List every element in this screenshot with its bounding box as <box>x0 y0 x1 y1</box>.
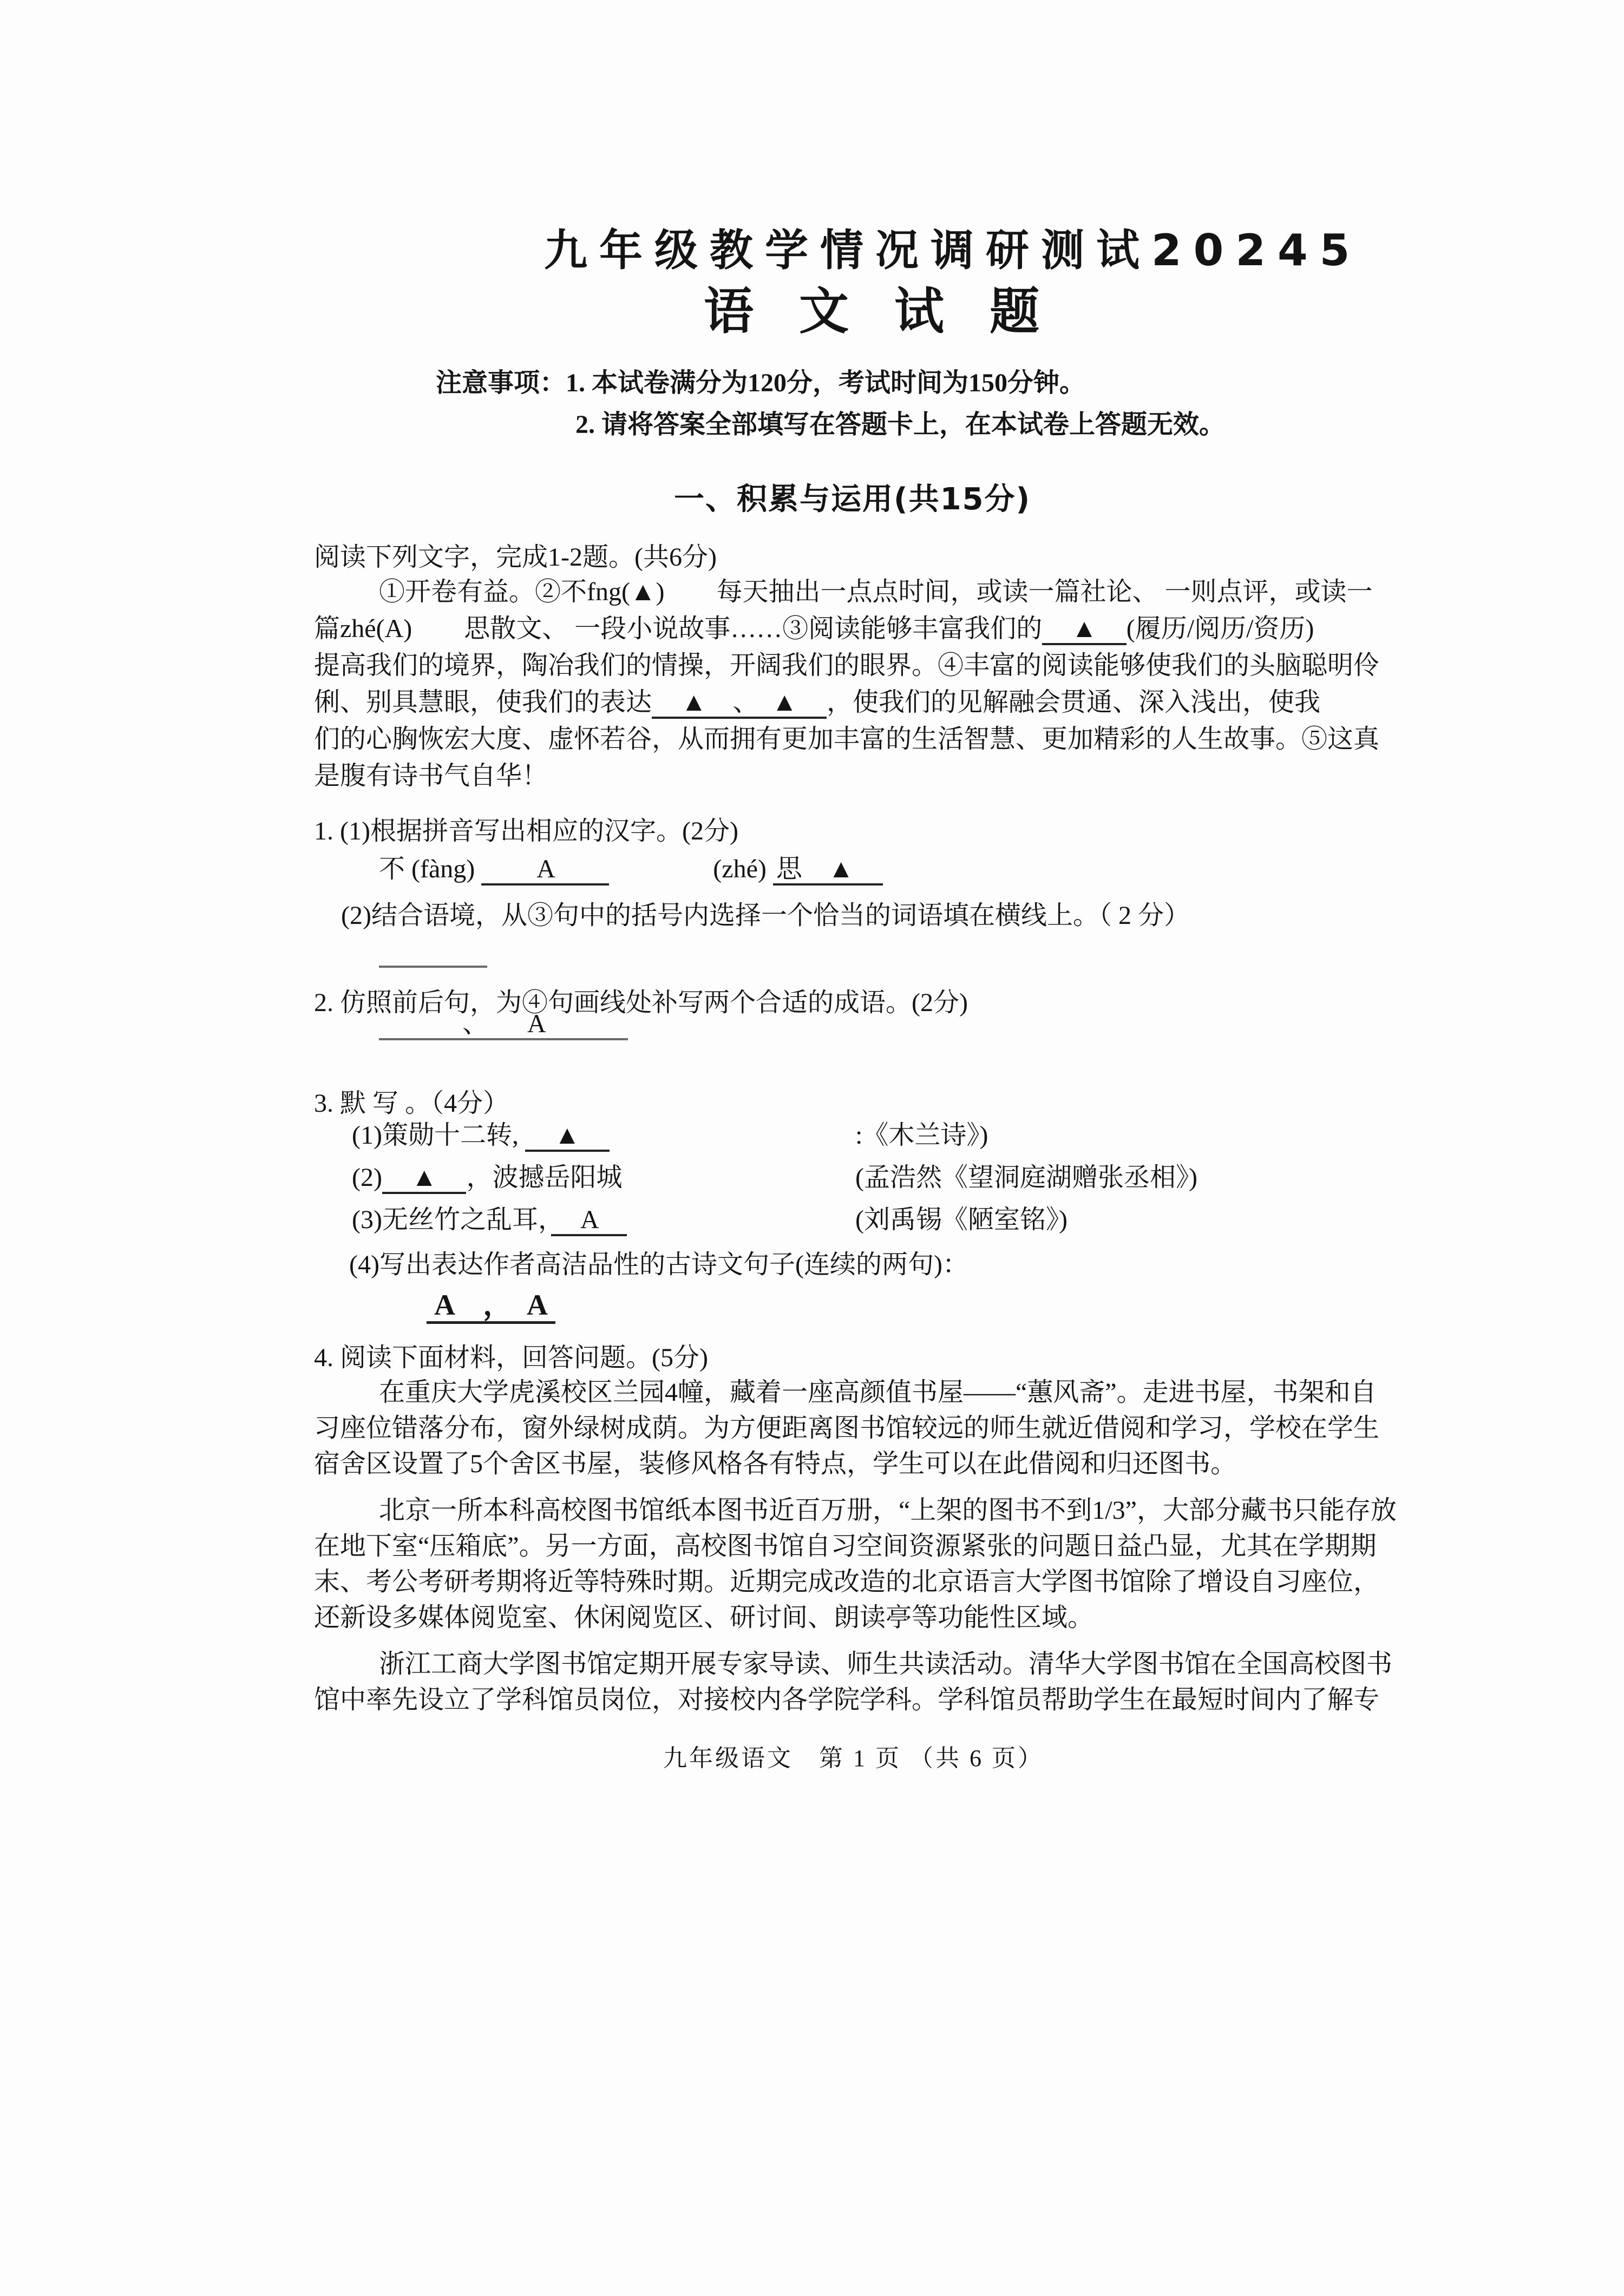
question-1-sub2: (2)结合语境，从③句中的括号内选择一个恰当的词语填在横线上。（ 2 分） <box>341 901 1190 930</box>
question-1-pinyin-line <box>379 848 883 885</box>
text-segment: (zhé) <box>609 855 773 883</box>
question-3-item-1-source: :《木兰诗》) <box>855 1121 988 1150</box>
question-3-item-1 <box>352 1114 1407 1151</box>
question-3-item-2-source: (孟浩然《望洞庭湖赠张丞相》) <box>855 1163 1197 1192</box>
text-line <box>314 574 1379 611</box>
text-line: 在地下室“压箱底”。另一方面，高校图书馆自习空间资源紧张的问题日益凸显，尤其在学期期 <box>314 1532 1377 1560</box>
text-segment: (1)策勋十二转, <box>352 1121 525 1150</box>
answer-blank-segment: A <box>481 855 609 885</box>
text-line <box>314 611 1379 647</box>
question-4-stem: 4. 阅读下面材料，回答问题。(5分) <box>314 1343 708 1372</box>
text-segment: ①开卷有益。②不fng(▲) 每天抽出一点点时间，或读一篇社论、 一则点评，或读一 <box>379 578 1373 606</box>
text-segment: (履历/阅历/资历) <box>1126 614 1314 643</box>
text-line <box>314 647 1379 684</box>
question-3-stem: 3. 默 写 。（4分） <box>314 1089 509 1118</box>
text-segment: 是腹有诗书气自华！ <box>314 762 548 790</box>
answer-blank-segment: ▲ <box>382 1163 467 1194</box>
text-line: 浙江工商大学图书馆定期开展专家导读、师生共读活动。清华大学图书馆在全国高校图书 <box>379 1650 1393 1678</box>
section-heading: 一、积累与运用(共15分) <box>674 482 1031 517</box>
question-2-answer-line <box>379 1002 628 1040</box>
question-3-item-4-answer <box>427 1282 555 1323</box>
text-segment: 不 (fàng) <box>379 855 482 883</box>
text-segment: 们的心胸恢宏大度、虚怀若谷，从而拥有更加丰富的生活智慧、更加精彩的人生故事。⑤这真 <box>314 725 1380 753</box>
passage-intro: 阅读下列文字，完成1-2题。(共6分) <box>314 543 717 572</box>
question-3-item-3-source: (刘禹锡《陋室铭》) <box>855 1205 1068 1234</box>
notice-label: 注意事项： <box>436 369 566 397</box>
text-line: 北京一所本科高校图书馆纸本图书近百万册，“上架的图书不到1/3”，大部分藏书只能存放 <box>379 1496 1397 1525</box>
text-line: 馆中率先设立了学科馆员岗位，对接校内各学院学科。学科馆员帮助学生在最短时间内了解专 <box>314 1685 1380 1714</box>
answer-blank-segment: 思 ▲ <box>773 855 883 885</box>
text-segment: 提高我们的境界，陶冶我们的情操，开阔我们的眼界。④丰富的阅读能够使我们的头脑聪明伶 <box>314 651 1380 680</box>
text-line: 还新设多媒体阅览室、休闲阅览区、研讨间、朗读亭等功能性区域。 <box>314 1603 1094 1632</box>
text-line: 末、考公考研考期将近等特殊时期。近期完成改造的北京语言大学图书馆除了增设自习座位， <box>314 1567 1380 1596</box>
question-3-item-4 <box>349 1243 968 1281</box>
question-3-item-1-left <box>352 1121 610 1152</box>
material-paragraph-1 <box>314 1375 1379 1482</box>
exam-subtitle: 语 文 试 题 <box>704 283 1054 340</box>
page-footer: 九年级语文 第 1 页 （共 6 页） <box>663 1745 1044 1772</box>
question-3-item-4-left <box>349 1250 968 1279</box>
answer-blank-segment: 、 A <box>379 1009 628 1040</box>
notice-item-1: 1. 本试卷满分为120分，考试时间为150分钟。 <box>566 369 1086 397</box>
text-segment: 俐、别具慧眼，使我们的表达 <box>314 688 652 717</box>
text-line: 习座位错落分布，窗外绿树成荫。为方便距离图书馆较远的师生就近借阅和学习，学校在学生 <box>314 1414 1380 1442</box>
text-line <box>314 684 1379 721</box>
text-segment: (2) <box>352 1163 382 1192</box>
answer-blank-segment: ▲ 、 ▲ <box>652 688 827 719</box>
notice-line-1 <box>436 362 1085 399</box>
answer-blank-segment: ▲ <box>1042 614 1127 645</box>
notice-line-2: 2. 请将答案全部填写在答题卡上，在本试卷上答题无效。 <box>575 410 1226 439</box>
question-1-stem: 1. (1)根据拼音写出相应的汉字。(2分) <box>314 817 738 845</box>
text-segment: (3)无丝竹之乱耳， <box>352 1205 551 1234</box>
text-segment: ，使我们的见解融会贯通、深入浅出，使我 <box>827 688 1321 717</box>
answer-blank-segment: A ， A <box>427 1289 555 1324</box>
text-line <box>314 721 1379 758</box>
question-3-item-2 <box>352 1156 1407 1193</box>
text-line <box>314 758 1379 795</box>
question-3-item-3-left <box>352 1205 627 1236</box>
text-segment: (4)写出表达作者高洁品性的古诗文句子(连续的两句)： <box>349 1250 968 1279</box>
answer-blank-segment: ▲ <box>525 1121 610 1152</box>
text-line: 宿舍区设置了5个舍区书屋，装修风格各有特点，学生可以在此借阅和归还图书。 <box>314 1449 1237 1478</box>
question-2-stem: 2. 仿照前后句，为④句画线处补写两个合适的成语。(2分) <box>314 988 968 1017</box>
exam-title: 九年级教学情况调研测试20245 <box>544 225 1362 275</box>
question-3-item-3 <box>352 1198 1407 1236</box>
material-paragraph-3 <box>314 1646 1392 1718</box>
text-line: 在重庆大学虎溪校区兰园4幢，藏着一座高颜值书屋——“蕙风斋”。走进书屋，书架和自 <box>379 1378 1377 1407</box>
answer-blank-line <box>379 940 487 968</box>
text-segment: 篇zhé(A) 思散文、 一段小说故事……③阅读能够丰富我们的 <box>314 614 1043 643</box>
text-segment: ，波撼岳阳城 <box>466 1163 623 1192</box>
answer-blank-segment: A <box>551 1205 627 1236</box>
question-3-item-2-left <box>352 1163 623 1194</box>
reading-passage <box>314 574 1379 795</box>
material-paragraph-2 <box>314 1493 1397 1636</box>
